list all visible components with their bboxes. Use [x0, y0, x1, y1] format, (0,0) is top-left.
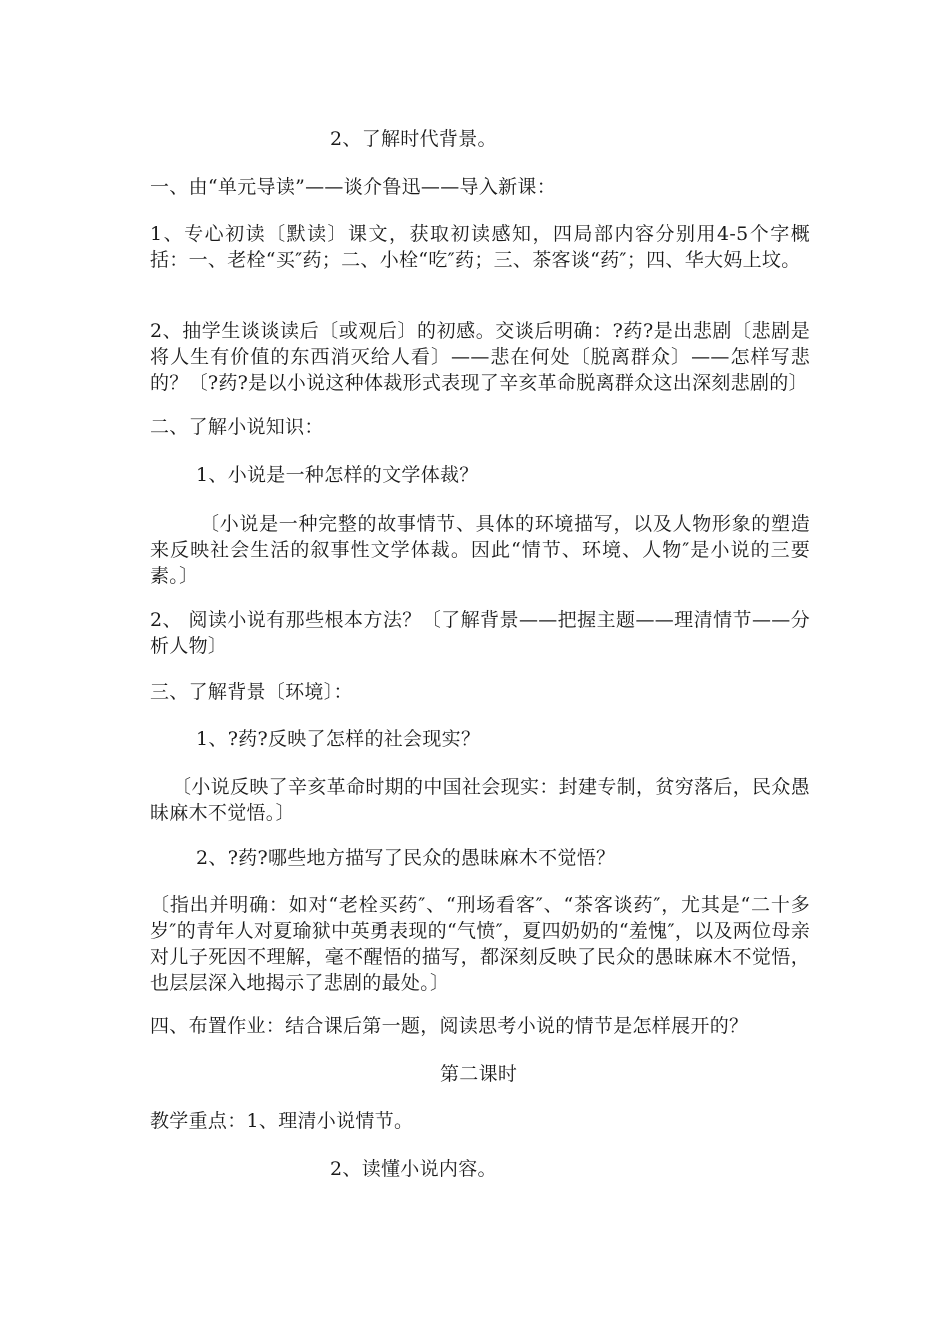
- item-1-1-paragraph: 1、专心初读〔默读〕课文，获取初读感知，四局部内容分别用4-5个字概括：一、老栓“买″药；二、小栓“吃″药；三、茶客谈“药″；四、华大妈上坟。: [150, 223, 810, 271]
- answer-3-2-paragraph: 〔指出并明确：如对“老栓买药″、“刑场看客″、“茶客谈药″，尤其是“二十多岁″的青年人对夏瑜狱中英勇表现的“气愤″，夏四奶奶的“羞愧″，以及两位母亲对儿子死因不理解，毫不醒悟的描写，都深刻反映了民众的愚昧麻木不觉悟，也层层深入地揭示了悲剧的最处。〕: [150, 894, 810, 994]
- teaching-focus-line-1: 教学重点：1、理清小说情节。: [150, 1110, 414, 1132]
- question-2-2-paragraph: 2、 阅读小说有那些根本方法？〔了解背景——把握主题——理清情节——分析人物〕: [150, 609, 810, 657]
- section-3-heading: 三、了解背景〔环境〕：: [150, 681, 353, 703]
- section-4-heading: 四、布置作业：结合课后第一题，阅读思考小说的情节是怎样展开的？: [150, 1015, 749, 1037]
- section-1-heading: 一、由“单元导读”——谈介鲁迅——导入新课：: [150, 176, 557, 198]
- item-1-2-paragraph: 2、抽学生谈谈读后〔或观后〕的初感。交谈后明确：?药?是出悲剧〔悲剧是将人生有价值的东西消灭给人看〕——悲在何处〔脱离群众〕——怎样写悲的？〔?药?是以小说这种体裁形式表现了辛亥革命脱离群众这出深刻悲剧的〕: [150, 320, 810, 394]
- answer-2-1-paragraph: 〔小说是一种完整的故事情节、具体的环境描写，以及人物形象的塑造来反映社会生活的叙事性文学体裁。因此“情节、环境、人物″是小说的三要素。〕: [150, 513, 810, 587]
- section-2-heading: 二、了解小说知识：: [150, 416, 324, 438]
- time-background-line: 2、了解时代背景。: [330, 128, 497, 150]
- lesson-title: 第二课时: [440, 1063, 518, 1085]
- question-2-1: 1、小说是一种怎样的文学体裁？: [196, 464, 479, 486]
- answer-3-1-paragraph: 〔小说反映了辛亥革命时期的中国社会现实：封建专制，贫穷落后，民众愚昧麻木不觉悟。〕: [150, 776, 810, 824]
- teaching-focus-line-2: 2、读懂小说内容。: [330, 1158, 497, 1180]
- question-3-1: 1、?药?反映了怎样的社会现实？: [196, 728, 481, 750]
- question-3-2: 2、?药?哪些地方描写了民众的愚昧麻木不觉悟？: [196, 847, 616, 869]
